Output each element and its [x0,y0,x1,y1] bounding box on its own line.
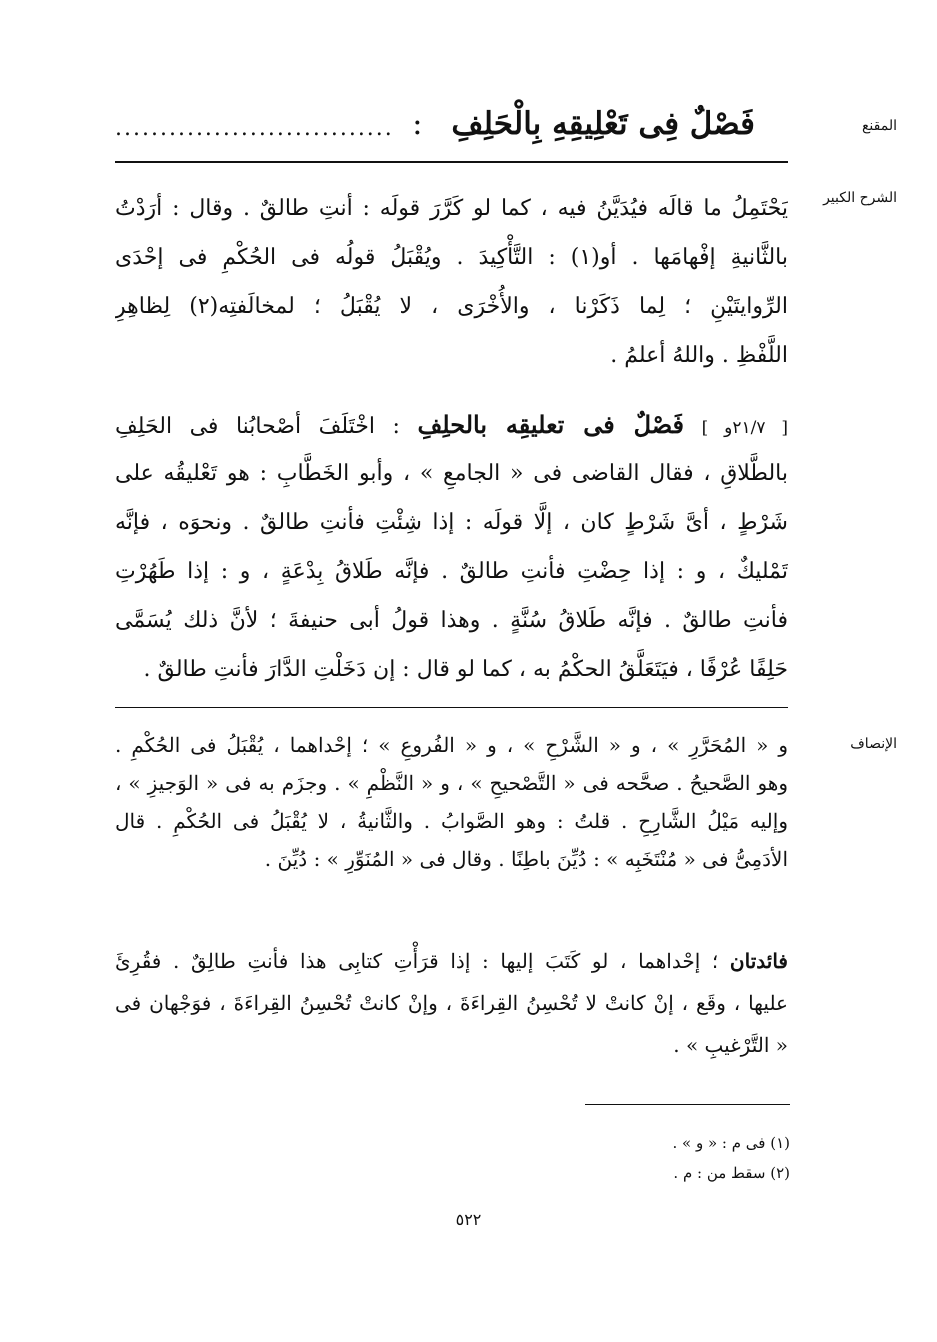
footnote-1: (١) فى م : « و » . [672,1134,790,1152]
text-line: تَمْليكٌ ، و : إذا حِضْتِ فأنتِ طالقٌ . فإنَّه طَلاقُ بِدْعَةٍ ، و : إذا طَهُرْتِ [115,559,788,584]
title-dots: ............................... [115,116,394,141]
faidatan-paragraph [115,940,788,1066]
sharh-paragraph-2 [115,400,788,694]
text-line-heading [115,400,788,449]
text-line: و « المُحَرَّرِ » ، و « الشَّرْحِ » ، و « الفُروعِ » ؛ إحْداهما ، يُقْبَلُ فى الحُكْمِ . [115,733,788,757]
section-title-text: فَصْلٌ فِى تَعْلِيقِهِ بِالْحَلِفِ [451,106,755,142]
text-line: الرِّوايتَيْنِ ؛ لِما ذَكَرْنا ، والأُخْرَى ، لا يُقْبَلُ ؛ لمخالَفتِه(٢) لِظاهِرِ [115,294,788,319]
sharh-paragraph-1 [115,184,788,380]
text-fragment: : اخْتَلَفَ أصْحابُنا فى الحَلِفِ [115,414,400,439]
footnote-2: (٢) سقط من : م . [673,1164,790,1182]
text-line: « التَّرْغيبِ » . [673,1033,788,1057]
text-line-heading [115,940,788,982]
muqni-label: المقنع [861,118,897,134]
fasl-heading: فَصْلٌ فى تعليقِه بالحلِفِ [417,410,685,439]
text-line: وهو الصَّحيحُ . صحَّحه فى « التَّصْحيحِ » ، و « النَّظْمِ » . وجزَم به فى « الوَجيزِ » ، [115,771,788,795]
footnote-rule [585,1104,790,1105]
insaf-label: الإنصاف [850,736,897,752]
faidatan-heading: فائدتان [729,949,788,973]
footnotes [672,1128,790,1188]
text-line: عليها ، وقَع ، إنْ كانتْ لا تُحْسِنُ القِراءَةَ ، وإنْ كانتْ تُحْسِنُ القِراءَةَ ، فوَجْهان فى [115,991,788,1015]
text-fragment: ؛ إحْداهما ، لو كَتَبَ إليها : إذا قرَأْتِ كتابِى هذا فأنتِ طالِقٌ . فقُرِئَ [115,949,719,973]
title-colon: : [412,106,423,142]
sharh-label: الشرح الكبير [823,190,897,206]
text-line: حَلِفًا عُرْفًا ، فيَتَعَلَّقُ الحكْمُ به ، كما لو قال : إن دَخَلْتِ الدَّارَ فأنتِ طالقٌ . [143,657,788,682]
section-divider [115,707,788,708]
text-line: يَحْتَمِلُ ما قالَه فيُدَيَّنُ فيه ، كما لو كَرَّرَ قولَه : أنتِ طالقٌ . وقال : أرَدْتُ [115,196,788,221]
folio-reference: [ ٢١/٧و ] [701,418,788,438]
text-line: بالثَّانيةِ إفْهامَها . أو(١) : التَّأْكِيدَ . ويُقْبَلُ قولُه فى الحُكْمِ فى إحْدَى [115,245,788,270]
header-rule [115,161,788,163]
section-title [412,106,755,142]
text-line: فأنتِ طالقٌ . فإنَّه طَلاقُ سُنَّةٍ . وهذا قولُ أبى حنيفةَ ؛ لأنَّ ذلك يُسَمَّى [115,608,788,633]
text-line: الأدَمِىُّ فى « مُنْتَخَبِه » : دُيِّنَ باطِنًا . وقال فى « المُنَوِّرِ » : دُيِّنَ . [264,847,788,871]
text-line: وإليه مَيْلُ الشَّارِحِ . قلتُ : وهو الصَّوابُ . والثَّانيةُ ، لا يُقْبَلُ فى الحُكْمِ . قال [115,809,788,833]
insaf-paragraph [115,726,788,878]
text-line: بالطَّلاقِ ، فقال القاضى فى « الجامعِ » ، وأبو الخَطَّابِ : هو تَعْليقُه على [115,461,788,486]
text-line: شَرْطٍ ، أىَّ شَرْطٍ كان ، إلَّا قولَه : إذا شِئْتِ فأنتِ طالقٌ . ونحوَه ، فإنَّه [115,510,788,535]
text-line: اللَّفْظِ . واللهُ أعلمُ . [610,343,788,368]
page-number: ٥٢٢ [455,1210,482,1229]
